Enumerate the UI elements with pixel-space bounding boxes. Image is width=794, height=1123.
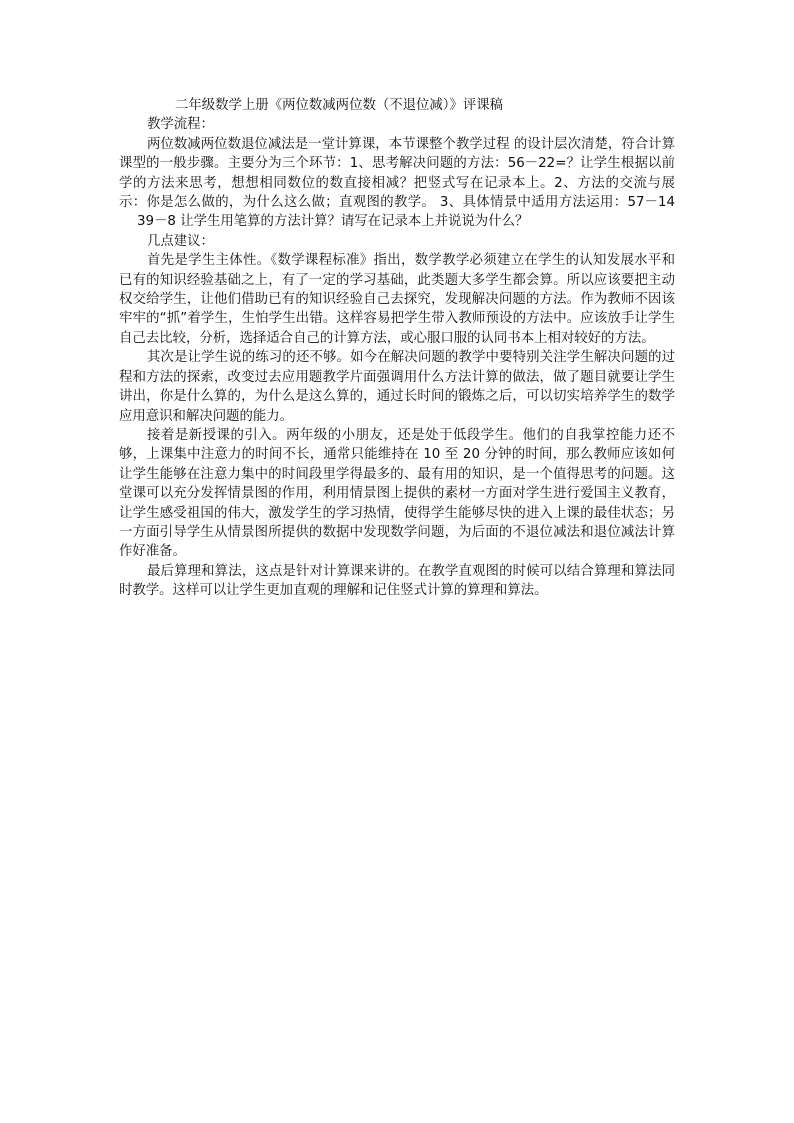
suggestion-paragraph-student-subject: 首先是学生主体性。《数学课程标准》指出，数学教学必须建立在学生的认知发展水平和已有的知识经验基础之上，有了一定的学习基础，此类题大多学生都会算。所以应该要把主动权交给学生，让他们借助已有的知识经验自己去探究，发现解决问题的方法。作为教师不因该牢牢的“抓”着学生，生怕学生出错。这样容易把学生带入教师预设的方法中。应该放手让学生自己去比较，分析，选择适合自己的计算方法，或心服口服的认同书本上相对较好的方法。 — [119, 253, 675, 346]
document-page — [119, 96, 675, 601]
teaching-process-heading: 教学流程： — [147, 117, 214, 133]
teaching-process-text: 两位数减两位数退位减法是一堂计算课，本节课整个教学过程 的设计层次清楚，符合计算课型的一般步骤。主要分为三个环节：1、思考解决问题的方法：56－22=？让学生根据以前学的方法来思考，想想相同数位的数直接相减？把竖式写在记录本上。2、方法的交流与展示：你是怎么做的，为什么这么做；直观图的教学。 3、具体情景中适用方法运用：57－14 — [119, 136, 675, 211]
suggestions-heading: 几点建议： — [147, 233, 214, 249]
suggestion-paragraph-lesson-introduction: 接着是新授课的引入。两年级的小朋友，还是处于低段学生。他们的自我掌控能力还不够，上课集中注意力的时间不长，通常只能维持在 10 至 20 分钟的时间，那么教师应该如何让学生能够在注意力集中的时间段里学得最多的、最有用的知识，是一个值得思考的问题。这堂课可以充分发挥情景图的作用，利用情景图上提供的素材一方面对学生进行爱国主义教育，让学生感受祖国的伟大，激发学生的学习热情，使得学生能够尽快的进入上课的最佳状态；另一方面引导学生从情景图所提供的数据中发现数学问题，为后面的不退位减法和退位减法计算作好准备。 — [119, 427, 675, 560]
suggestion-paragraph-speaking-practice: 其次是让学生说的练习的还不够。如今在解决问题的教学中要特别关注学生解决问题的过程和方法的探索，改变过去应用题教学片面强调用什么方法计算的做法，做了题目就要让学生讲出，你是什么算的，为什么是这么算的，通过长时间的锻炼之后，可以切实培养学生的数学应用意识和解决问题的能力。 — [119, 350, 675, 424]
document-title: 二年级数学上册《两位数减两位数（不退位减）》评课稿 — [175, 98, 504, 113]
teaching-process-exercise: 39－8 让学生用笔算的方法计算？请写在记录本上并说说为什么？ — [137, 214, 529, 230]
suggestion-paragraph-arithmetic-principle: 最后算理和算法，这点是针对计算课来讲的。在教学直观图的时候可以结合算理和算法同时教学。这样可以让学生更加直观的理解和记住竖式计算的算理和算法。 — [119, 563, 675, 599]
teaching-process-paragraph — [119, 135, 675, 232]
